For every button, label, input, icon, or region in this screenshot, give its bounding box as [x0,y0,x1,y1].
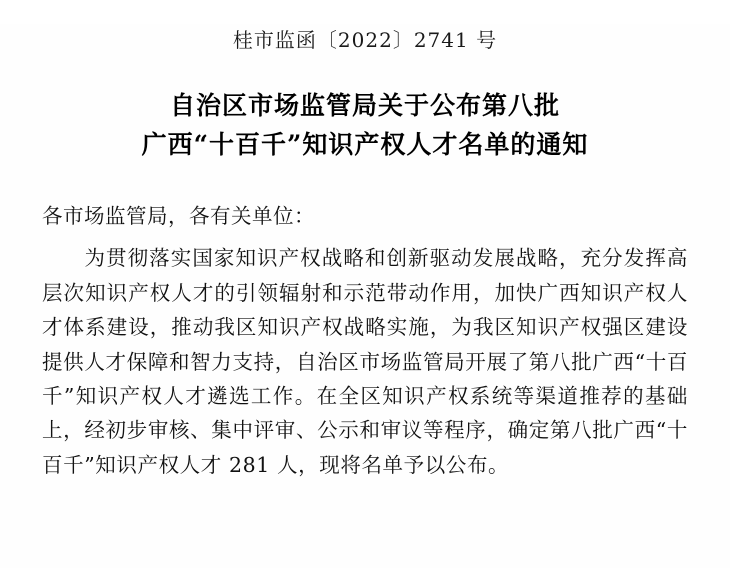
document-salutation: 各市场监管局，各有关单位： [42,203,315,228]
page-title-line-2: 广西“十百千”知识产权人才名单的通知 [141,129,589,159]
document-paragraph [42,241,688,482]
paragraph-text: 为贯彻落实国家知识产权战略和创新驱动发展战略，充分发挥高层次知识产权人才的引领辐射和示范带动作用，加快广西知识产权人才体系建设，推动我区知识产权战略实施，为我区知识产权强区建设提供人才保障和智力支持，自治区市场监管局开展了第八批广西“十百千”知识产权人才遴选工作。在全区知识产权系统等渠道推荐的基础上，经初步审核、集中评审、公示和审议等程序，确定第八批广西“十百千”知识产权人才 281 人，现将名单予以公布。 [42,246,688,477]
document-number: 桂市监函〔2022〕2741 号 [232,28,498,52]
document-title [42,87,688,165]
document-page [0,24,730,568]
page-title-line-1: 自治区市场监管局关于公布第八批 [169,91,560,120]
